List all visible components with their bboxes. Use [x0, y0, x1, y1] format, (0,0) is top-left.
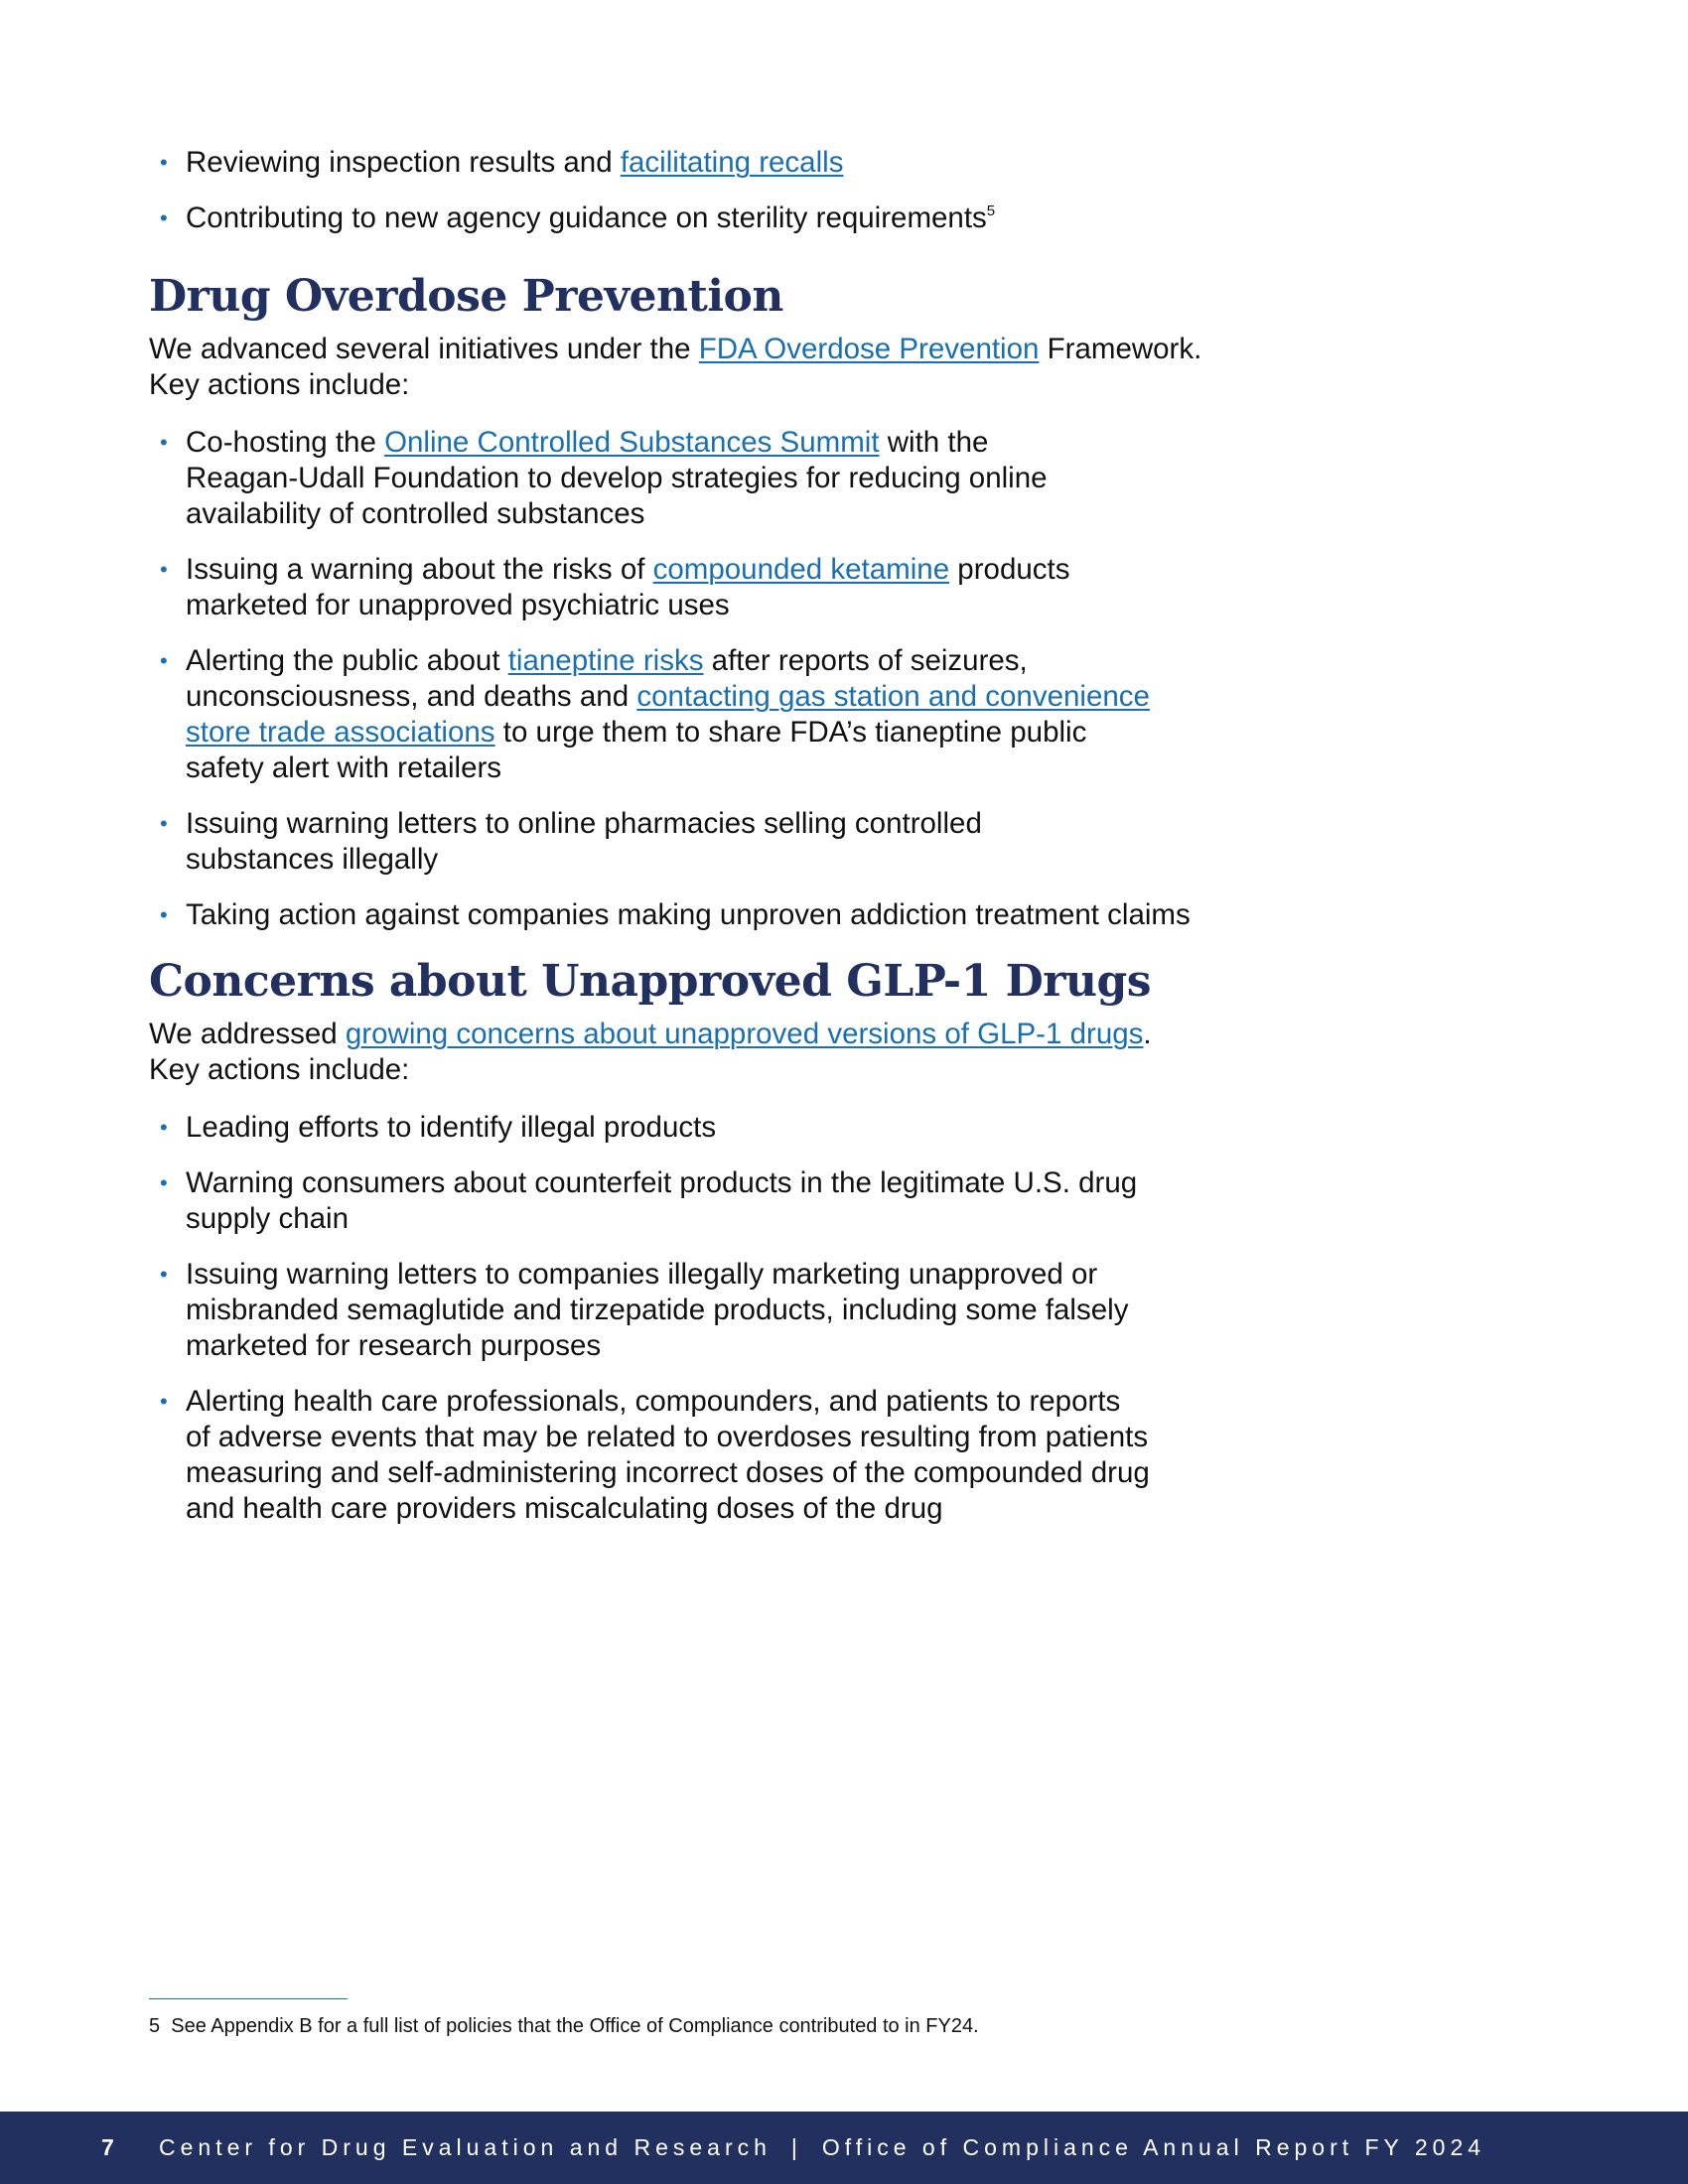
- footer-center-name: Center for Drug Evaluation and Research: [159, 2134, 772, 2160]
- tianeptine-risks-link[interactable]: tianeptine risks: [507, 644, 704, 677]
- list-item: • Alerting health care professionals, compounders, and patients to reports of adverse events that may be related to overdoses resulting from patients measuring and self-administering incorrect doses of the compounded drug and health care providers miscalculating doses of the drug: [149, 1384, 1251, 1527]
- fda-overdose-prevention-link[interactable]: FDA Overdose Prevention: [698, 333, 1040, 365]
- footer-separator: |: [790, 2134, 802, 2160]
- list-item: • Issuing a warning about the risks of compounded ketamine products marketed for unapproved psychiatric uses: [149, 552, 1251, 623]
- section-intro-overdose: We advanced several initiatives under the FDA Overdose Prevention Framework. Key actions include:: [149, 333, 1202, 401]
- footnote-reference[interactable]: 5: [986, 203, 996, 219]
- list-item: • Reviewing inspection results and facilitating recalls: [149, 145, 1251, 181]
- footnote-number: 5: [149, 2015, 161, 2037]
- trade-associations-link-continued[interactable]: store trade associations: [186, 716, 495, 749]
- footnote-divider: [149, 1998, 348, 1999]
- section-title-glp1: Concerns about Unapproved GLP-1 Drugs: [149, 956, 1151, 1007]
- list-item: • Issuing warning letters to online pharmacies selling controlled substances illegally: [149, 806, 1251, 878]
- list-item: • Issuing warning letters to companies illegally marketing unapproved or misbranded semaglutide and tirzepatide products, including some falsely marketed for research purposes: [149, 1257, 1251, 1364]
- glp1-action-list: [149, 1110, 1251, 1527]
- page-content: [149, 145, 1251, 1547]
- footer-report-title: Office of Compliance Annual Report FY 2024: [821, 2134, 1486, 2160]
- list-item: • Warning consumers about counterfeit products in the legitimate U.S. drug supply chain: [149, 1165, 1251, 1237]
- page-number: 7: [101, 2134, 114, 2160]
- glp1-concerns-link[interactable]: growing concerns about unapproved versions of GLP-1 drugs: [345, 1018, 1144, 1050]
- trade-associations-link[interactable]: contacting gas station and convenience: [636, 680, 1150, 713]
- list-item: • Alerting the public about tianeptine risks after reports of seizures, unconsciousness, and deaths and contacting gas station and convenience store trade associations to urge them to share FDA’s tianeptine public safety alert with retailers: [149, 643, 1251, 786]
- overdose-action-list: [149, 425, 1251, 933]
- facilitating-recalls-link[interactable]: facilitating recalls: [620, 146, 844, 179]
- list-item: • Contributing to new agency guidance on sterility requirements$^5$: [149, 201, 1251, 236]
- compounded-ketamine-link[interactable]: compounded ketamine: [652, 553, 950, 586]
- list-item: • Co-hosting the Online Controlled Substances Summit with the Reagan-Udall Foundation to develop strategies for reducing online availability of controlled substances: [149, 425, 1251, 532]
- online-controlled-substances-summit-link[interactable]: Online Controlled Substances Summit: [384, 426, 880, 459]
- section-title-overdose: Drug Overdose Prevention: [149, 271, 783, 322]
- list-item: • Taking action against companies making unproven addiction treatment claims: [149, 897, 1251, 933]
- page-footer: [0, 2112, 1688, 2184]
- list-item: • Leading efforts to identify illegal products: [149, 1110, 1251, 1146]
- footnote-text: See Appendix B for a full list of policies that the Office of Compliance contributed to in FY24.: [171, 2015, 979, 2037]
- top-bullet-list: [149, 145, 1251, 236]
- section-intro-glp1: We addressed growing concerns about unapproved versions of GLP-1 drugs. Key actions include:: [149, 1018, 1152, 1086]
- footnote: [149, 2014, 979, 2038]
